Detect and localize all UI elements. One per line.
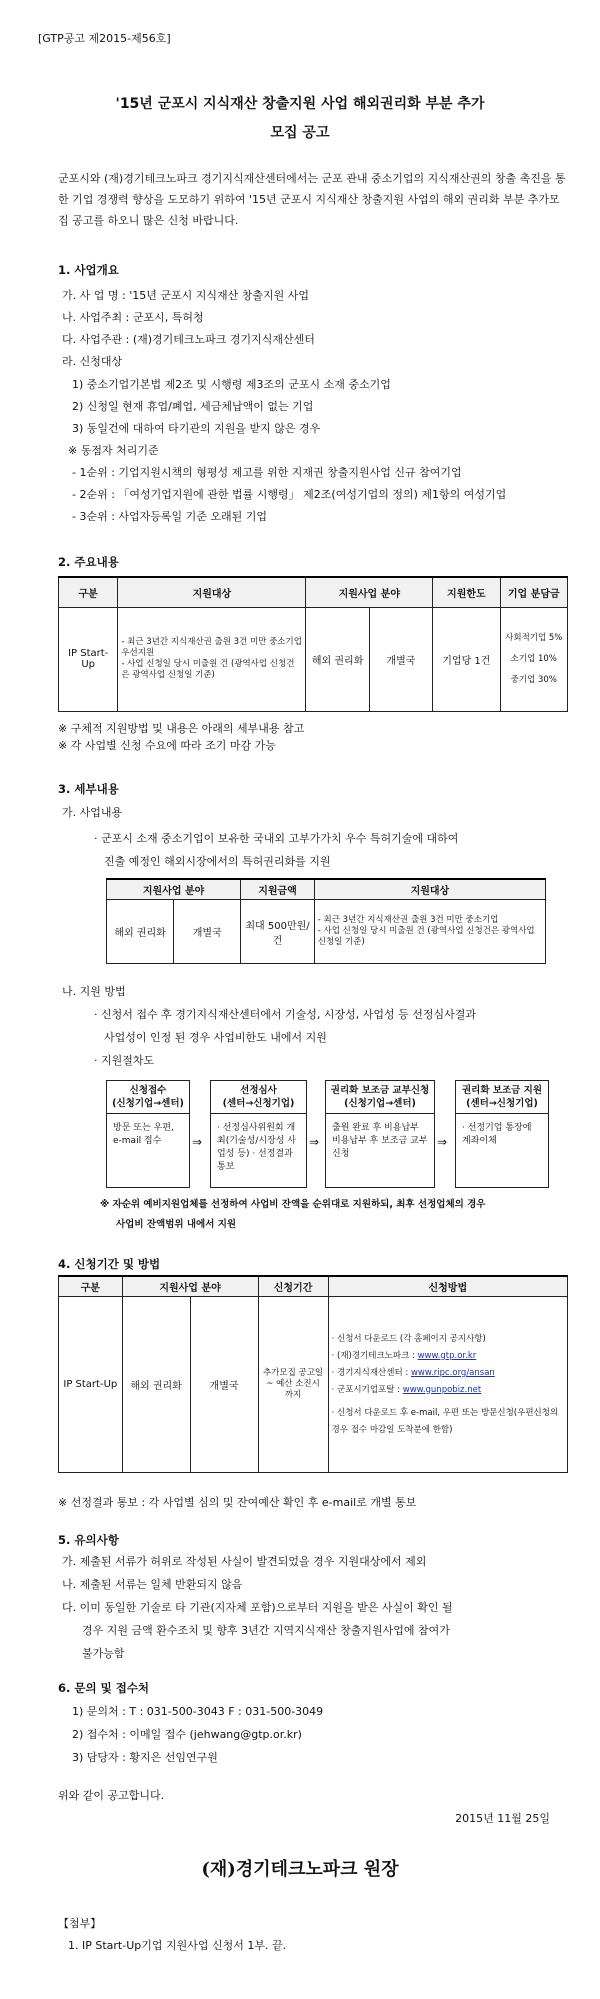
s5-item-da-1: 다. 이미 동일한 기술로 타 기관(지자체 포함)으로부터 지원을 받은 사실이 확인 될 [62, 1601, 453, 1614]
detail-target-1: - 최근 3년간 지식재산권 출원 3건 미만 중소기업 [317, 915, 499, 925]
attachment-item: 1. IP Start-Up기업 지원사업 신청서 1부. 끝. [68, 1939, 287, 1952]
flow-arrow-icon: ⇒ [192, 1135, 203, 1149]
detail-target [314, 900, 545, 964]
s1-organizer: 다. 사업주관 : (재)경기테크노파크 경기지식재산센터 [62, 333, 315, 346]
flow-step-apply-title: 신청접수 [129, 1085, 167, 1096]
s3-method-3: · 지원절차도 [94, 1054, 155, 1067]
s6-email: 2) 접수처 : 이메일 접수 (jehwang@gtp.or.kr) [72, 1728, 302, 1741]
application-table [58, 1275, 568, 1473]
s5-item-ga: 가. 제출된 서류가 허위로 작성된 사실이 발견되었을 경우 지원대상에서 제외 [62, 1555, 427, 1568]
s6-tel: 1) 문의처 : T : 031-500-3043 F : 031-500-3049 [72, 1705, 324, 1718]
section-6-heading: 6. 문의 및 접수처 [58, 1681, 150, 1695]
app-col-method: 신청방법 [328, 1276, 567, 1297]
s3-note-2: 사업비 잔액범위 내에서 지원 [116, 1219, 237, 1230]
app-method-gunpo: · 군포시기업포탈 : [331, 1384, 403, 1395]
detail-field-1: 해외 권리화 [107, 900, 174, 964]
s4-note: ※ 선정결과 통보 : 각 사업별 심의 및 잔여예산 확인 후 e-mail로 개별 통보 [58, 1496, 417, 1509]
flow-step-apply-body: 방문 또는 우편, e-mail 접수 [113, 1123, 174, 1146]
app-method [328, 1297, 567, 1473]
col-field: 지원사업 분야 [306, 577, 433, 607]
detail-field-2: 개별국 [174, 900, 241, 964]
s3-desc-2: 진출 예정인 해외시장에서의 특허권리화를 지원 [104, 855, 331, 868]
share-small: 소기업 10% [510, 653, 557, 664]
s3-method-heading: 나. 지원 방법 [62, 985, 126, 998]
s1-tie-rule: ※ 동점자 처리기준 [68, 444, 159, 457]
page-title: '15년 군포시 지식재산 창출지원 사업 해외권리화 부분 추가 [115, 96, 485, 112]
s1-priority-1: - 1순위 : 기업지원시책의 형평성 제고를 위한 지재권 창출지원사업 신규 참여기업 [72, 466, 462, 479]
row-field-1: 해외 권리화 [306, 607, 369, 711]
s2-note-2: ※ 각 사업별 신청 수요에 따라 조기 마감 가능 [58, 739, 276, 752]
s1-eligibility-1: 1) 중소기업기본법 제2조 및 시행령 제3조의 군포시 소재 중소기업 [72, 378, 391, 391]
app-col-period: 신청기간 [258, 1276, 328, 1297]
app-method-submit: · 신청서 다운로드 후 e-mail, 우편 또는 방문신청(우편신청의 경우 접수 마감일 도착분에 한함) [331, 1407, 559, 1435]
flow-arrow-icon: ⇒ [309, 1135, 320, 1149]
gtp-link[interactable]: www.gtp.or.kr [417, 1350, 477, 1361]
flow-step-review-body: · 선정심사위원회 개최(기술성/시장성 사업성 등) · 선정결과 통보 [217, 1123, 296, 1172]
section-5-heading: 5. 유의사항 [58, 1533, 119, 1547]
col-type: 구분 [59, 577, 118, 607]
flow-step-review-sub: (센터→신청기업) [222, 1098, 295, 1109]
s3-method-2: 사업성이 인정 된 경우 사업비한도 내에서 지원 [104, 1031, 327, 1044]
detail-amount: 최대 500만원/건 [241, 900, 315, 964]
section-2-heading: 2. 주요내용 [58, 555, 119, 569]
col-limit: 지원한도 [433, 577, 500, 607]
s3-note-1: ※ 자순위 예비지원업체를 선정하여 사업비 잔액을 순위대로 지원하되, 최후 선정업체의 경우 [100, 1199, 486, 1210]
app-col-field: 지원사업 분야 [122, 1276, 258, 1297]
detail-target-2: - 사업 신청일 당시 미출원 건 (광역사업 신청건은 광역사업 신청일 기준) [317, 926, 535, 947]
s5-item-da-3: 불가능함 [82, 1647, 125, 1660]
flow-step-payment-sub: (센터→신청기업) [466, 1098, 538, 1109]
page-title-sub: 모집 공고 [270, 125, 330, 141]
flow-step-claim-sub: (신청기업→센터) [344, 1098, 416, 1109]
flow-step-apply [106, 1080, 190, 1188]
col-target: 지원대상 [118, 577, 306, 607]
flow-step-payment-body: · 선정기업 통장에 계좌이체 [462, 1123, 532, 1146]
flow-step-claim-body: 출원 완료 후 비용납부 비용납부 후 보조금 교부 신청 [332, 1123, 428, 1159]
row-target [118, 607, 306, 711]
row-field-2: 개별국 [369, 607, 432, 711]
s5-item-na: 나. 제출된 서류는 일체 반환되지 않음 [62, 1578, 243, 1591]
s1-host: 나. 사업주최 : 군포시, 특허청 [62, 311, 204, 324]
col-share: 기업 분담금 [500, 577, 567, 607]
row-target-1: - 최근 3년간 지식재산권 출원 3건 미만 중소기업 우선지원 [121, 637, 302, 658]
app-field-2: 개별국 [190, 1297, 258, 1473]
s3-method-1: · 신청서 접수 후 경기지식재산센터에서 기술성, 시장성, 사업성 등 선정심사결과 [94, 1008, 476, 1021]
flow-step-claim [325, 1080, 435, 1188]
s1-eligibility-2: 2) 신청일 현재 휴업/폐업, 세금체납액이 없는 기업 [72, 400, 314, 413]
detail-col-amount: 지원금액 [241, 879, 315, 900]
s1-priority-3: - 3순위 : 사업자등록일 기준 오래된 기업 [72, 510, 268, 523]
s2-note-1: ※ 구체적 지원방법 및 내용은 아래의 세부내용 참고 [58, 722, 305, 735]
app-method-ripc: · 경기지식재산센터 : [331, 1367, 411, 1378]
flow-step-claim-title: 권리화 보조금 교부신청 [330, 1085, 430, 1096]
ripc-link[interactable]: www.ripc.org/ansan [410, 1367, 495, 1378]
gunpobiz-link[interactable]: www.gunpobiz.net [402, 1384, 482, 1395]
app-method-gtp: · (재)경기테크노파크 : [331, 1350, 418, 1361]
share-social: 사회적기업 5% [505, 632, 563, 643]
s1-eligibility: 라. 신청대상 [62, 355, 123, 368]
s5-item-da-2: 경우 지원 금액 환수조치 및 향후 3년간 지역지식재산 창출지원사업에 참여가 [82, 1624, 450, 1637]
flow-step-apply-sub: (신청기업→센터) [112, 1098, 184, 1109]
s6-contact: 3) 담당자 : 황지은 선임연구원 [72, 1751, 218, 1764]
s3-desc-1: · 군포시 소재 중소기업이 보유한 국내외 고부가가치 우수 특허기술에 대하여 [94, 832, 459, 845]
notice-date: 2015년 11월 25일 [455, 1812, 550, 1825]
detail-col-field: 지원사업 분야 [107, 879, 241, 900]
s1-eligibility-3: 3) 동일건에 대하여 타기관의 지원을 받지 않은 경우 [72, 422, 321, 435]
share-medium: 중기업 30% [510, 674, 557, 685]
flow-step-payment-title: 권리화 보조금 지원 [461, 1085, 543, 1096]
signature: (재)경기테크노파크 원장 [201, 1859, 399, 1880]
app-type: IP Start-Up [59, 1297, 123, 1473]
row-type: IP Start-Up [59, 607, 118, 711]
app-col-type: 구분 [59, 1276, 123, 1297]
detail-table [106, 878, 546, 964]
flow-arrow-icon: ⇒ [437, 1135, 448, 1149]
summary-table [58, 576, 568, 712]
s1-priority-2: - 2순위 : 「여성기업지원에 관한 법률 시행령」 제2조(여성기업의 정의) 제1항의 여성기업 [72, 488, 507, 501]
app-field-1: 해외 권리화 [122, 1297, 190, 1473]
s3-content-heading: 가. 사업내용 [62, 806, 123, 819]
app-period: 추가모집 공고일 ~ 예산 소진시 까지 [258, 1297, 328, 1473]
flow-step-review-title: 선정심사 [240, 1085, 277, 1096]
row-share [500, 607, 567, 711]
notice-number: [GTP공고 제2015-제56호] [38, 32, 171, 45]
app-method-download: · 신청서 다운로드 (각 홈페이지 공지사항) [331, 1333, 486, 1344]
row-target-2: - 사업 신청일 당시 미출원 건 (광역사업 신청건은 광역사업 신청일 기준) [121, 659, 295, 680]
section-3-heading: 3. 세부내용 [58, 782, 119, 796]
flow-step-review [210, 1080, 307, 1188]
section-4-heading: 4. 신청기간 및 방법 [58, 1257, 161, 1271]
attachment-heading: 【첨부】 [58, 1917, 102, 1930]
row-limit: 기업당 1건 [433, 607, 500, 711]
s1-name: 가. 사 업 명 : '15년 군포시 지식재산 창출지원 사업 [62, 289, 309, 302]
section-1-heading: 1. 사업개요 [58, 263, 119, 277]
closing-text: 위와 같이 공고합니다. [58, 1789, 165, 1802]
flow-step-payment [455, 1080, 549, 1188]
intro-paragraph: 군포시와 (재)경기테크노파크 경기지식재산센터에서는 군포 관내 중소기업의 지식재산권의 창출 촉진을 통한 기업 경쟁력 향상을 도모하기 위하여 '15년 군포시 지식재산 창출지원 사업의 해외 권리화 부분 추가모집 공고를 하오니 많은 신청 바랍니다. [58, 172, 566, 227]
detail-col-target: 지원대상 [314, 879, 545, 900]
